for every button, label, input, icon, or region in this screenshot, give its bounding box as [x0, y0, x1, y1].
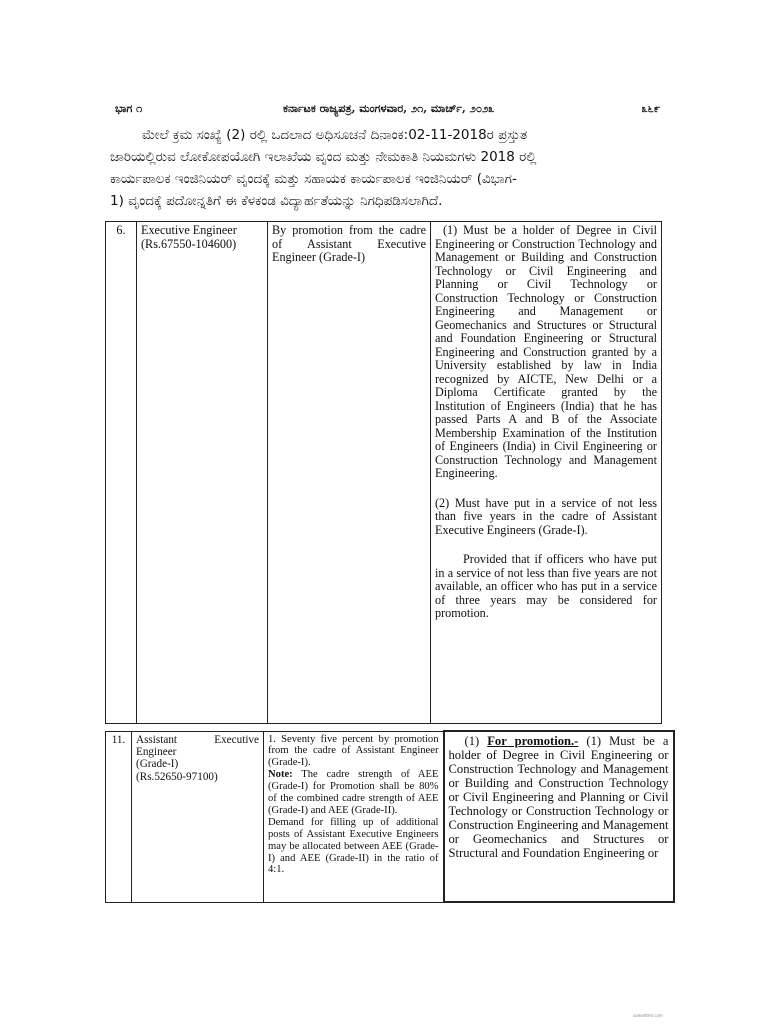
pay-scale: (Rs.67550-104600): [141, 236, 237, 251]
method-text: By promotion from the cadre of Assistant Executive Engineer (Grade-I): [272, 223, 426, 264]
pay-scale: (Rs.52650-97100): [136, 770, 218, 783]
method-text: 1. Seventy five percent by promotion from the cadre of Assistant Engineer (Grade-I).: [268, 733, 439, 769]
qualification-1: [449, 734, 669, 860]
page-number: ೩೬೯: [641, 102, 660, 115]
demand-text: Demand for filling up of additional posts of Assistant Executive Engineers may be allocated between AEE (Grade-I) and AEE (Grade-II) in the ratio of 4:1.: [268, 816, 439, 876]
qualification-cell: [431, 222, 662, 724]
qualification-prefix: (1): [464, 734, 488, 748]
qualification-1: (1) Must be a holder of Degree in Civil Engineering or Construction Technology and Management or Building and Construction Technology or Civil Engineering and Planning or Civil Technology or Construction Technology or Construction Engineering and Management or Geomechanics and Structures or Structural and Foundation Engineering or Structural Engineering and Construction granted by a University established by law in India recognized by AICTE, New Delhi or a Diploma Certificate granted by the Institution of Engineers (India) that he has passed Parts A and B of the Associate Membership Examination of the Institution of Engineers (India) in Civil Engineering or Construction Technology and Management Engineering.: [435, 223, 657, 480]
note-paragraph: [268, 769, 439, 817]
gazette-header: [115, 102, 660, 122]
method-cell: [264, 731, 444, 902]
qualification-text: (1) Must be a holder of Degree in Civil Engineering or Construction Technology and Management or Building and Construction Technology or Civil Engineering and Planning or Civil Technology or Construction Technology or Construction Engineering and Management or Geomechanics and Structures or Structural and Foundation Engineering or: [448, 734, 669, 860]
part-label: ಭಾಗ ೧: [115, 102, 143, 115]
serial-number-text: 11.: [111, 733, 126, 746]
intro-paragraph: [110, 124, 668, 212]
post-name: Executive Engineer: [141, 223, 237, 237]
intro-line: 1) ವೃಂದಕ್ಕೆ ಪದೋನ್ನತಿಗೆ ಈ ಕೆಳಕಂಡ ವಿದ್ಯಾರ್ಹತೆಯನ್ನು ನಿಗಧಿಪಡಿಸಲಾಗಿದೆ.: [110, 193, 443, 209]
qualification-proviso: Provided that if officers who have put in a service of not less than five years are not available, an officer who has put in a service of three years may be considered for promotion.: [435, 552, 657, 620]
serial-number: [106, 731, 132, 902]
footer-watermark: somehtml.com: [633, 1013, 663, 1018]
qualification-cell: [444, 731, 674, 902]
note-label: Note:: [268, 769, 293, 781]
rules-table-assistant-executive-engineer: [105, 730, 675, 903]
note-text: The cadre strength of AEE (Grade-I) for Promotion shall be 80% of the combined cadre strength of AEE (Grade-I) and AEE (Grade-II).: [268, 769, 439, 816]
intro-line: ಕಾರ್ಯಪಾಲಕ ಇಂಜಿನಿಯರ್ ವೃಂದಕ್ಕೆ ಮತ್ತು ಸಹಾಯಕ ಕಾರ್ಯಪಾಲಕ ಇಂಜಿನಿಯರ್ (ವಿಭಾಗ-: [110, 171, 517, 187]
post-cell: [132, 731, 264, 902]
post-name: Assistant Executive Engineer: [136, 733, 259, 758]
rules-table-executive-engineer: [105, 221, 662, 724]
qualification-2: (2) Must have put in a service of not less than five years in the cadre of Assistant Executive Engineers (Grade-I).: [435, 495, 657, 537]
for-promotion-heading: For promotion.-: [487, 734, 579, 748]
serial-number: [106, 222, 137, 724]
table-row: [106, 222, 662, 724]
table-row: [106, 731, 674, 902]
post-cell: [137, 222, 268, 724]
serial-number-text: 6.: [116, 223, 126, 237]
gazette-title: ಕರ್ನಾಟಕ ರಾಜ್ಯಪತ್ರ, ಮಂಗಳವಾರ, ೨೧, ಮಾರ್ಚ್, ೨೦೨೩: [283, 102, 495, 115]
method-cell: [268, 222, 431, 724]
spacer: [435, 537, 657, 553]
intro-line: ಮೇಲೆ ಕ್ರಮ ಸಂಖ್ಯೆ (2) ರಲ್ಲಿ ಒದಲಾದ ಅಧಿಸೂಚನೆ ದಿನಾಂಕ:02-11-2018ರ ಪ್ರಸ್ತುತ: [142, 127, 528, 143]
post-grade: (Grade-I): [136, 758, 179, 771]
intro-line: ಜಾರಿಯಲ್ಲಿರುವ ಲೋಕೋಪಯೋಗಿ ಇಲಾಖೆಯ ವೃಂದ ಮತ್ತು ನೇಮಕಾತಿ ನಿಯಮಗಳು 2018 ರಲ್ಲಿ: [110, 149, 537, 165]
spacer: [435, 481, 657, 497]
